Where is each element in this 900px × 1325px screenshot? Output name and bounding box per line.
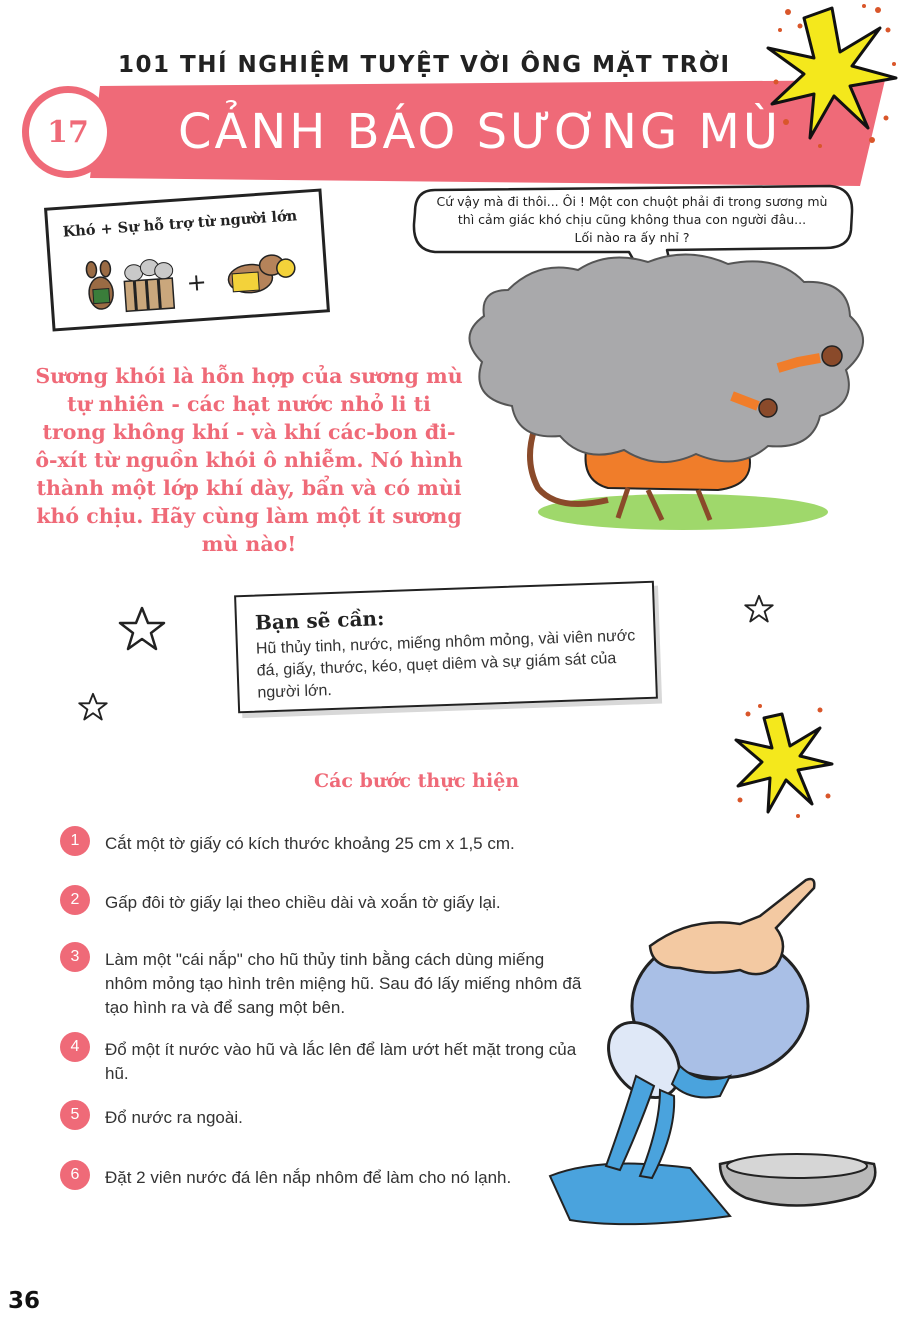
star-outline-small-icon — [78, 692, 108, 722]
series-title: 101 THÍ NGHIỆM TUYỆT VỜI ÔNG MẶT TRỜI — [118, 52, 731, 78]
speech-bubble-text — [422, 193, 842, 247]
burst-star-top-icon — [760, 0, 900, 150]
grass-patch — [538, 494, 828, 530]
speech-line-3: Lối nào ra ấy nhỉ ? — [574, 230, 690, 245]
speech-line-1: Cứ vậy mà đi thôi... Ôi ! Một con chuột phải đi trong sương mù — [436, 194, 828, 209]
burst-star-right-icon — [728, 700, 838, 820]
mice-cage-icon — [123, 258, 175, 311]
step-text: Làm một "cái nắp" cho hũ thủy tinh bằng cách dùng miếng nhôm mỏng tạo hình trên miệng hũ. Sau đó lấy miếng nhôm đã tạo hình ra và để sang một bên. — [105, 950, 582, 1017]
page-title: CẢNH BÁO SƯƠNG MÙ — [178, 104, 781, 160]
step-number-badge: 4 — [60, 1032, 90, 1062]
star-outline-icon — [118, 606, 166, 652]
step-text: Đổ một ít nước vào hũ và lắc lên để làm ướt hết mặt trong của hũ. — [105, 1040, 577, 1083]
step-text: Đổ nước ra ngoài. — [105, 1108, 243, 1127]
steps-heading: Các bước thực hiện — [314, 770, 520, 792]
scientist-rat-icon — [227, 254, 296, 295]
materials-list: Hũ thủy tinh, nước, miếng nhôm mỏng, vài viên nước đá, giấy, thước, kéo, quẹt diêm và sự giám sát của người lớn. — [255, 627, 636, 702]
fog-rat-illustration — [448, 250, 878, 540]
speech-line-2: thì cảm giác khó chịu cũng không thua con người đâu... — [457, 212, 807, 227]
materials-heading: Bạn sẽ cần: — [254, 606, 385, 635]
step-number-badge: 5 — [60, 1100, 90, 1130]
page-number: 36 — [8, 1288, 41, 1314]
difficulty-box — [44, 188, 330, 331]
star-outline-right-icon — [744, 594, 774, 624]
step-text: Đặt 2 viên nước đá lên nắp nhôm để làm cho nó lạnh. — [105, 1168, 512, 1187]
rat-icon — [86, 260, 114, 310]
jar-pouring-illustration — [540, 876, 885, 1238]
experiment-number-badge: 17 — [22, 86, 114, 178]
water-puddle — [550, 1164, 730, 1225]
difficulty-label: Khó + Sự hỗ trợ từ người lớn — [62, 207, 298, 241]
step-number-badge: 6 — [60, 1160, 90, 1190]
step-number-badge: 3 — [60, 942, 90, 972]
plus-sign: + — [185, 267, 208, 298]
materials-box — [234, 581, 658, 714]
step-text: Cắt một tờ giấy có kích thước khoảng 25 cm x 1,5 cm. — [105, 834, 515, 853]
intro-paragraph: Sương khói là hỗn hợp của sương mù tự nhiên - các hạt nước nhỏ li ti trong không khí - và khí các-bon đi-ô-xít từ nguồn khói ô nhiễm. Nó hình thành một lớp khí dày, bẩn và có mùi khó chịu. Hãy cùng làm một ít sương mù nào! — [35, 364, 463, 556]
step-number-badge: 2 — [60, 885, 90, 915]
step-text: Gấp đôi tờ giấy lại theo chiều dài và xoắn tờ giấy lại. — [105, 893, 501, 912]
difficulty-illustration — [80, 241, 304, 318]
foil-lid-icon — [720, 1154, 875, 1206]
step-number-badge: 1 — [60, 826, 90, 856]
